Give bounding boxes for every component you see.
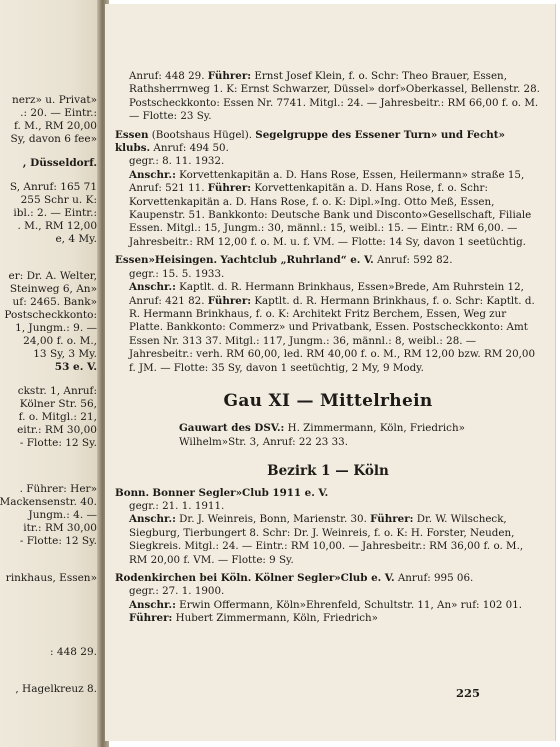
anschr-label: Anschr.: bbox=[129, 513, 176, 526]
continuation-phone: Anruf: 448 29. bbox=[129, 70, 208, 82]
left-page-line: 255 Schr u. K: bbox=[20, 194, 97, 206]
left-page-line: f. M., RM 20,00 bbox=[13, 120, 97, 132]
entry-details: Korvettenkapitän a. D. Hans Rose, f. o. Schr: Korvettenkapitän a. D. Hans Rose, f. o. K: Dipl.»Ing. Otto Meß, Essen, Kaupenstr. 51. Bankkonto: Deutsche Bank und Disconto»Gesellschaft, Filiale Essen. Mitgl.: 15, Jungm.: 30, männl.: 15, weibl.: 15. — Eintr.: RM 6,00. — Jahresbeitr.: RM 12,00 f. o. M. u. f. VM. — Flotte: 14 Sy, davon 1 seetüchtig. bbox=[129, 182, 532, 248]
club-phone: Anruf: 995 06. bbox=[394, 572, 474, 584]
left-page bbox=[0, 0, 101, 747]
left-page-line: Sy, davon 6 fee» bbox=[10, 133, 97, 145]
founded-date: gegr.: 27. 1. 1900. bbox=[129, 585, 225, 598]
entry-details: Kaptlt. d. R. Hermann Brinkhaus, f. o. Schr: Kaptlt. d. R. Hermann Brinkhaus, f. o. K: Architekt Fritz Berchem, Essen, Weg zur Platte. Bankkonto: Commerz» und Privatbank, Essen. Postscheckkonto: Amt Essen Nr. 313 37. Mitgl.: 117, Jungm.: 36, männl.: 8, weibl.: 28. — Jahresbeitr.: verh. RM 60,00, led. RM 40,00 f. o. M., RM 12,00 bzw. RM 20,00 f. JM. — Flotte: 35 Sy, davon 1 seetüchtig, 2 My, 9 Mody. bbox=[129, 294, 536, 374]
left-page-line: 1, Jungm.: 9. — bbox=[15, 322, 97, 334]
left-page-line: er: Dr. A. Welter, bbox=[8, 270, 97, 282]
address: Erwin Offermann, Köln»Ehrenfeld, Schultstr. 11, An» ruf: 102 01. bbox=[175, 598, 523, 611]
club-phone: Anruf: 592 82. bbox=[373, 254, 453, 267]
place-detail: (Bootshaus Hügel). bbox=[148, 128, 256, 141]
left-page-line: S, Anruf: 165 71 bbox=[9, 181, 97, 193]
left-page-line: 53 e. V. bbox=[54, 361, 97, 373]
entry-details: Dr. W. Wilscheck, Siegburg, Tierbungert 8. Schr: Dr. J. Weinreis, f. o. K: H. Forster, Neuden, Siegkreis. Mitgl.: 24. — Eintr.: RM 10,00. — Jahresbeitr.: RM 36,00 f. o. M., RM 20,00 f. VM. — Flotte: 9 Sy. bbox=[129, 513, 524, 566]
founded-date: gegr.: 15. 5. 1933. bbox=[129, 267, 225, 280]
right-page bbox=[105, 4, 556, 741]
fuehrer-label: Führer: bbox=[129, 612, 173, 625]
gauwart-text: H. Zimmermann, Köln, Friedrich» Wilhelm»Str. 3, Anruf: 22 23 33. bbox=[179, 422, 465, 448]
left-page-line: Jungm.: 4. — bbox=[28, 509, 97, 521]
anschr-label: Anschr.: bbox=[129, 281, 176, 294]
club-entry-rodenkirchen bbox=[115, 572, 541, 626]
entry-details: Hubert Zimmermann, Köln, Friedrich» bbox=[172, 612, 378, 625]
left-page-line: Postscheckkonto: bbox=[4, 309, 97, 321]
left-page-line: . Führer: Her» bbox=[19, 483, 97, 495]
left-page-line: 13 Sy, 3 My. bbox=[33, 348, 97, 360]
left-page-line: e, 4 My. bbox=[55, 233, 97, 245]
left-page-line: . M., RM 12,00 bbox=[17, 220, 97, 232]
place-name: Rodenkirchen bei Köln. bbox=[115, 572, 252, 584]
gau-heading: Gau XI — Mittelrhein bbox=[223, 390, 433, 411]
left-page-line: f. o. Mitgl.: 21, bbox=[18, 411, 97, 423]
fuehrer-label: Führer: bbox=[207, 70, 252, 82]
fuehrer-label: Führer: bbox=[207, 182, 252, 195]
left-page-line: rinkhaus, Essen» bbox=[5, 572, 97, 584]
left-page-line: itr.: RM 30,00 bbox=[23, 522, 97, 534]
place-name: Bonn. bbox=[115, 486, 150, 499]
founded-date: gegr.: 21. 1. 1911. bbox=[129, 499, 225, 512]
left-page-line: .: 20. — Eintr.: bbox=[20, 107, 97, 119]
left-page-line: Mackensenstr. 40. bbox=[0, 496, 97, 508]
club-entry-essen bbox=[115, 129, 541, 250]
left-page-line: , Hagelkreuz 8. bbox=[15, 683, 97, 695]
left-page-line: Steinweg 6, An» bbox=[9, 283, 97, 295]
fuehrer-label: Führer: bbox=[370, 513, 414, 526]
left-page-line: 24,00 f. o. M., bbox=[23, 335, 97, 347]
place-name: Essen»Heisingen. bbox=[115, 254, 218, 267]
left-page-line: ckstr. 1, Anruf: bbox=[17, 385, 97, 397]
anschr-label: Anschr.: bbox=[129, 168, 176, 181]
left-page-line: Kölner Str. 56, bbox=[19, 398, 97, 410]
page-number: 225 bbox=[456, 686, 481, 700]
bezirk-heading: Bezirk 1 — Köln bbox=[267, 463, 389, 480]
address: Korvettenkapitän a. D. Hans Rose, Essen, Heilermann» straße 15, Anruf: 521 11. bbox=[129, 168, 525, 195]
left-page-line: eitr.: RM 30,00 bbox=[17, 424, 97, 436]
left-page-line: ibl.: 2. — Eintr.: bbox=[13, 207, 97, 219]
club-entry-essen-heisingen bbox=[115, 254, 541, 375]
club-name: Segelgruppe des Essener Turn» und Fecht» klubs. bbox=[115, 128, 505, 155]
founded-date: gegr.: 8. 11. 1932. bbox=[129, 155, 225, 168]
continuation-entry bbox=[115, 70, 541, 124]
page-text bbox=[115, 70, 541, 626]
left-page-line: nerz» u. Privat» bbox=[11, 94, 97, 106]
left-page-line: : 448 29. bbox=[50, 646, 97, 658]
address: Dr. J. Weinreis, Bonn, Marienstr. 30. bbox=[175, 513, 371, 526]
club-name: Kölner Segler»Club e. V. bbox=[254, 572, 395, 584]
fuehrer-label: Führer: bbox=[207, 294, 252, 307]
club-phone: Anruf: 494 50. bbox=[150, 142, 229, 155]
club-name: Yachtclub „Ruhrland“ e. V. bbox=[220, 254, 374, 267]
club-name: Bonner Segler»Club 1911 e. V. bbox=[152, 486, 329, 499]
left-page-line: uf: 2465. Bank» bbox=[12, 296, 97, 308]
continuation-text: Ernst Josef Klein, f. o. Schr: Theo Brauer, Essen, Rathsherrnweg 1. K: Ernst Schwarzer, Düssel» dorf»Oberkassel, Bellenstr. 28. Postscheckkonto: Essen Nr. 7741. Mitgl.: 24. — Jahresbeitr.: RM 66,00 f. o. M. — Flotte: 23 Sy. bbox=[129, 70, 540, 123]
gauwart-info bbox=[115, 422, 541, 449]
anschr-label: Anschr.: bbox=[129, 598, 176, 611]
address: Kaptlt. d. R. Hermann Brinkhaus, Essen»Brede, Am Ruhrstein 12, Anruf: 421 82. bbox=[129, 281, 524, 307]
left-page-line: - Flotte: 12 Sy. bbox=[19, 535, 97, 547]
left-page-line: - Flotte: 12 Sy. bbox=[19, 437, 97, 449]
gauwart-label: Gauwart des DSV.: bbox=[179, 422, 285, 435]
left-page-line: , Düsseldorf. bbox=[22, 157, 97, 169]
club-entry-bonn bbox=[115, 487, 541, 567]
place-name: Essen bbox=[115, 128, 149, 141]
